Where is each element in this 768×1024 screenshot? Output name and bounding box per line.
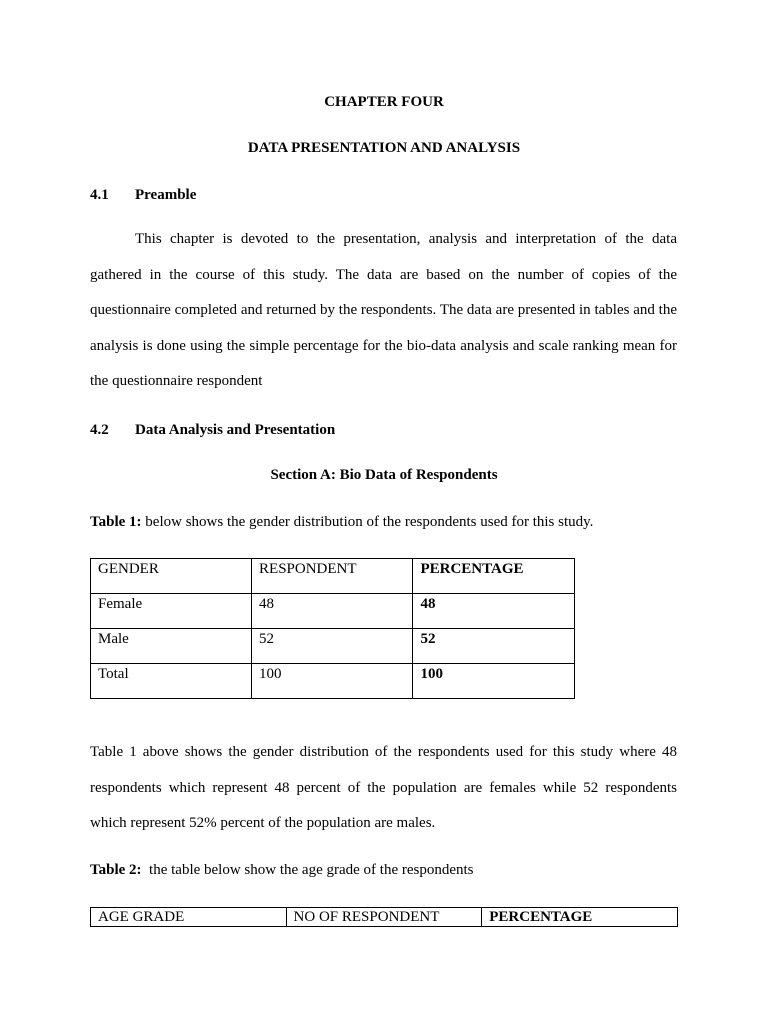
section-title: Preamble [135,187,197,203]
gender-table [90,558,575,699]
section-number: 4.1 [90,187,109,203]
table2-caption [90,860,474,880]
table-row [91,664,575,699]
section-a-title: Section A: Bio Data of Respondents [270,467,498,483]
table-cell: 52 [252,629,413,664]
section-number: 4.2 [90,422,109,438]
table-header-cell: NO OF RESPONDENT [286,908,482,927]
chapter-subtitle: DATA PRESENTATION AND ANALYSIS [247,140,521,156]
table-cell: 100 [252,664,413,699]
section-heading-4-1 [90,185,196,205]
table-cell: 48 [413,594,575,629]
table-row [91,629,575,664]
table-header-row [91,908,678,927]
table2-caption-text: the table below show the age grade of the respondents [141,862,474,878]
table-header-cell: PERCENTAGE [482,908,678,927]
section-heading-4-2 [90,420,335,440]
table-cell: 48 [252,594,413,629]
table2-label: Table 2: [90,862,142,878]
preamble-paragraph: This chapter is devoted to the presentation, analysis and interpretation of the data gathered in the course of this study. The data are based on the number of copies of the questionnaire completed and returned by the respondents. The data are presented in tables and the analysis is done using the simple percentage for the bio-data analysis and scale ranking mean for the questionnaire respondent [90,231,677,390]
table-header-row [91,559,575,594]
table1-caption [90,512,593,532]
table-header-cell: GENDER [91,559,252,594]
table-cell: Male [91,629,252,664]
table-header-cell: AGE GRADE [91,908,287,927]
table1-label: Table 1: [90,514,142,530]
table-header-cell: RESPONDENT [252,559,413,594]
table-header-cell: PERCENTAGE [413,559,575,594]
table1-caption-text: below shows the gender distribution of the respondents used for this study. [141,514,594,530]
table-cell: 52 [413,629,575,664]
section-title: Data Analysis and Presentation [135,422,336,438]
chapter-title: CHAPTER FOUR [324,94,444,110]
age-grade-table [90,907,678,927]
table-cell: 100 [413,664,575,699]
table-cell: Female [91,594,252,629]
table1-discussion-paragraph: Table 1 above shows the gender distribution of the respondents used for this study where 48 respondents which represent 48 percent of the population are females while 52 respondents which represent 52% percent of the population are males. [90,744,677,832]
table-row [91,594,575,629]
table-cell: Total [91,664,252,699]
